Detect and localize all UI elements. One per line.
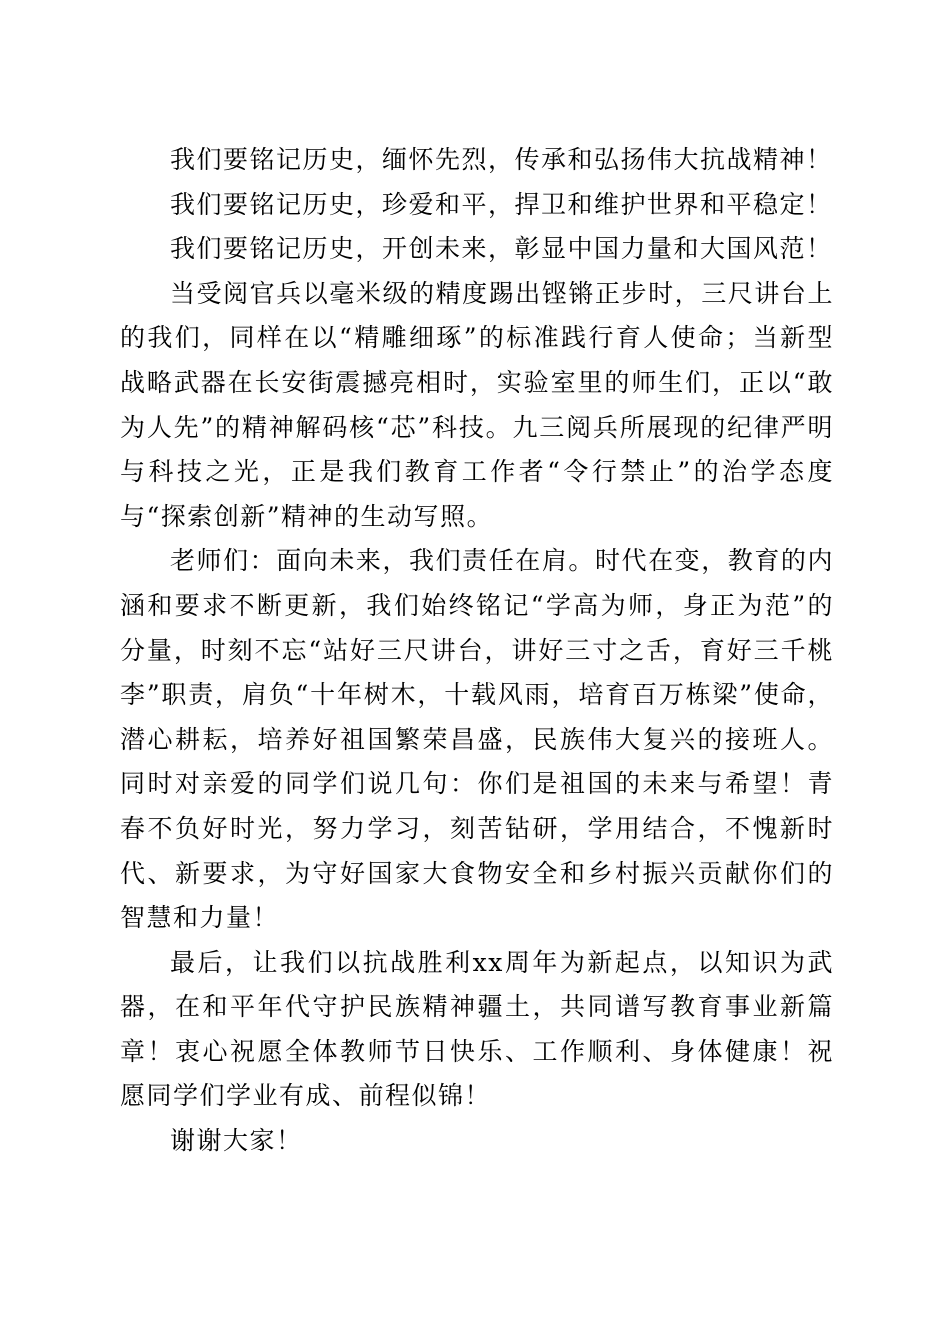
paragraph-thanks: 谢谢大家！ (170, 1126, 303, 1156)
paragraph-remember-future: 我们要铭记历史，开创未来，彰显中国力量和大国风范！ (170, 234, 833, 264)
document-body (120, 138, 834, 1164)
paragraph-parade-education: 当受阅官兵以毫米级的精度踢出铿锵正步时，三尺讲台上的我们，同样在以“精雕细琢”的标准践行育人使命；当新型战略武器在长安街震撼亮相时，实验室里的师生们，正以“敢为人先”的精神解码核“芯”科技。九三阅兵所展现的纪律严明与科技之光，正是我们教育工作者“令行禁止”的治学态度与“探索创新”精神的生动写照。 (120, 278, 834, 531)
paragraph-teachers-responsibility: 老师们：面向未来，我们责任在肩。时代在变，教育的内涵和要求不断更新，我们始终铭记“学高为师，身正为范”的分量，时刻不忘“站好三尺讲台，讲好三寸之舌，育好三千桃李”职责，肩负“十年树木，十载风雨，培育百万栋梁”使命，潜心耕耘，培养好祖国繁荣昌盛，民族伟大复兴的接班人。同时对亲爱的同学们说几句：你们是祖国的未来与希望！青春不负好时光，努力学习，刻苦钻研，学用结合，不愧新时代、新要求，为守好国家大食物安全和乡村振兴贡献你们的智慧和力量！ (120, 546, 834, 933)
paragraph-closing-wishes: 最后，让我们以抗战胜利xx周年为新起点，以知识为武器，在和平年代守护民族精神疆土，共同谱写教育事业新篇章！衷心祝愿全体教师节日快乐、工作顺利、身体健康！祝愿同学们学业有成、前程似锦！ (120, 947, 834, 1111)
paragraph-remember-martyrs: 我们要铭记历史，缅怀先烈，传承和弘扬伟大抗战精神！ (170, 145, 833, 174)
paragraph-remember-peace: 我们要铭记历史，珍爱和平，捍卫和维护世界和平稳定！ (170, 189, 833, 219)
